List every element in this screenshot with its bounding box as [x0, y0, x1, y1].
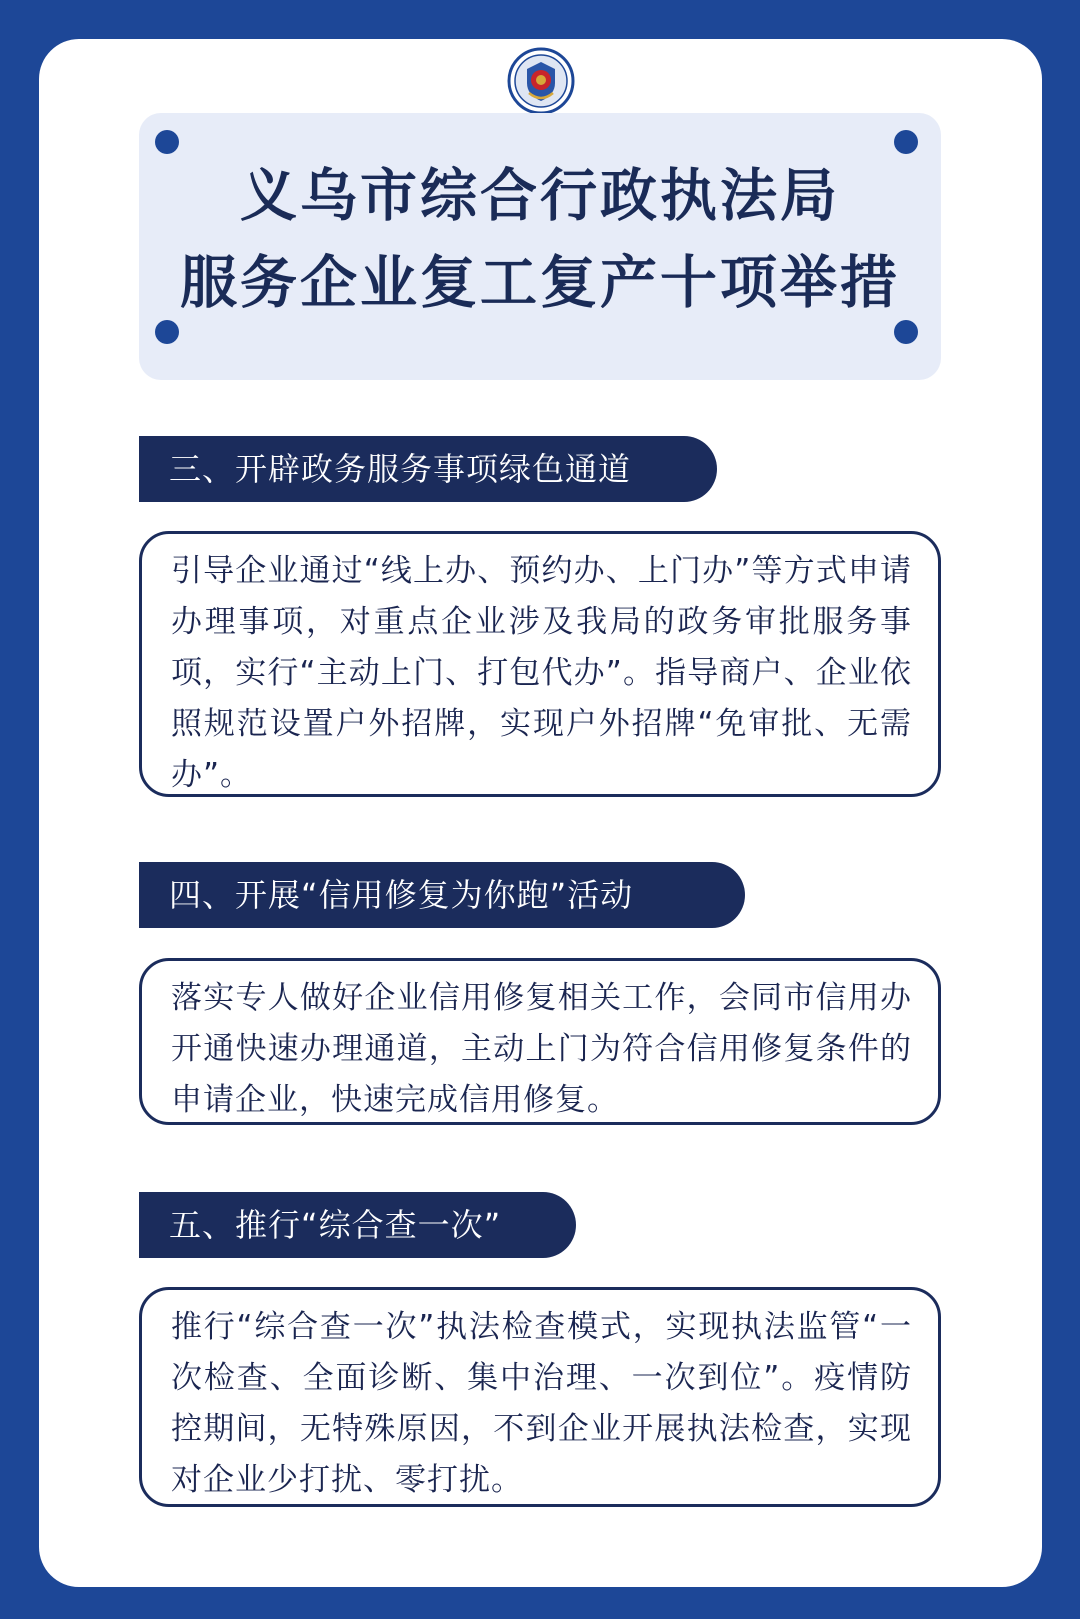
corner-dot: [894, 130, 918, 154]
police-emblem-icon: [507, 47, 575, 115]
corner-dot: [155, 320, 179, 344]
corner-dot: [894, 320, 918, 344]
section-text: 引导企业通过“线上办、预约办、上门办”等方式申请办理事项，对重点企业涉及我局的政务审批服务事项，实行“主动上门、打包代办”。指导商户、企业依照规范设置户外招牌，实现户外招牌“免审批、无需办”。: [171, 553, 912, 793]
section-body: [139, 958, 941, 1125]
section-text: 落实专人做好企业信用修复相关工作，会同市信用办开通快速办理通道，主动上门为符合信用修复条件的申请企业，快速完成信用修复。: [171, 980, 912, 1118]
section-heading: 五、推行“综合查一次”: [139, 1192, 576, 1258]
title-line-2: 服务企业复工复产十项举措: [180, 250, 900, 316]
section-body: [139, 531, 941, 797]
corner-dot: [155, 130, 179, 154]
section-heading: 三、开辟政务服务事项绿色通道: [139, 436, 717, 502]
section-heading: 四、开展“信用修复为你跑”活动: [139, 862, 745, 928]
title-panel: [139, 113, 941, 380]
section-text: 推行“综合查一次”执法检查模式，实现执法监管“一次检查、全面诊断、集中治理、一次到位”。疫情防控期间，无特殊原因，不到企业开展执法检查，实现对企业少打扰、零打扰。: [171, 1309, 912, 1498]
section-body: [139, 1287, 941, 1507]
title-line-1: 义乌市综合行政执法局: [240, 163, 840, 229]
